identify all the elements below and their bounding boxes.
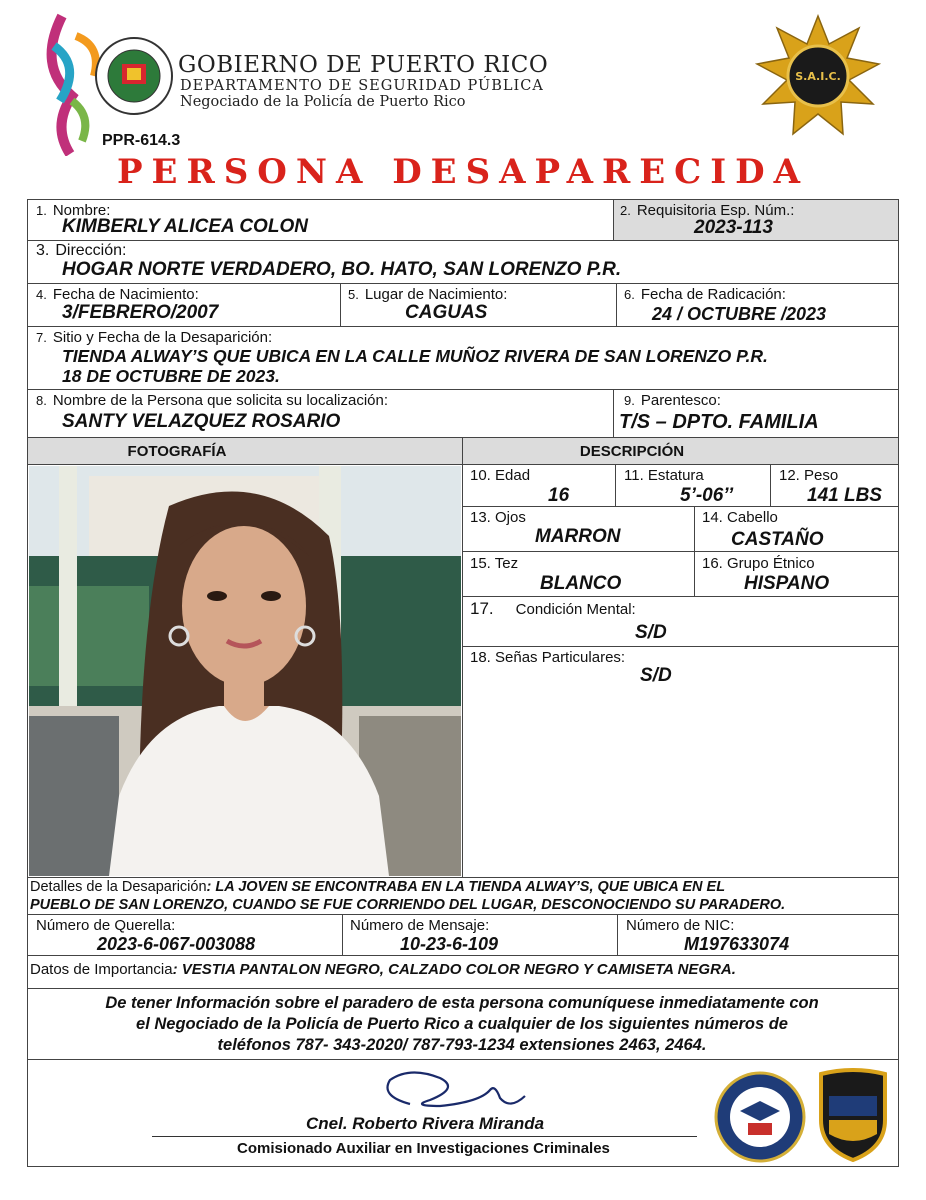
nacimiento-value: 3/FEBRERO/2007 [62, 302, 219, 323]
tez-label: 15. Tez [470, 555, 519, 572]
gov-title: GOBIERNO DE PUERTO RICO [178, 52, 549, 78]
nombre-label: 1. Nombre: [36, 202, 111, 219]
querella-value: 2023-6-067-003088 [97, 934, 256, 954]
radicacion-label: 6. Fecha de Radicación: [624, 286, 786, 303]
nombre-value: KIMBERLY ALICEA COLON [62, 216, 308, 237]
form-code: PPR-614.3 [102, 132, 181, 149]
estatura-label: 11. Estatura [624, 467, 704, 484]
peso-label: 12. Peso [779, 467, 839, 484]
dept-name: DEPARTAMENTO DE SEGURIDAD PÚBLICA [180, 78, 544, 94]
edad-label: 10. Edad [470, 467, 531, 484]
mental-value: S/D [635, 622, 667, 643]
senas-value: S/D [640, 665, 672, 686]
signatory-name: Cnel. Roberto Rivera Miranda [306, 1114, 545, 1133]
mensaje-label: Número de Mensaje: [350, 917, 490, 934]
ojos-value: MARRON [535, 526, 621, 547]
desc-header: DESCRIPCIÓN [579, 443, 685, 460]
page-title: PERSONA DESAPARECIDA [116, 152, 809, 192]
detalles-line1: Detalles de la Desaparición: LA JOVEN SE ENCONTRABA EN LA TIENDA ALWAY’S, QUE UBICA EN EL [30, 879, 726, 895]
lugar-value: CAGUAS [405, 302, 488, 323]
dsp-seal [712, 1071, 808, 1163]
contact-notice: De tener Información sobre el paradero de esta persona comuníquese inmediatamente con el Negociado de la Policía de Puerto Rico a cualquier de los siguientes números de teléfonos 787- 343-2020/ 787-793-1234 extensiones 2463, 2464. [105, 994, 819, 1054]
radicacion-value: 24 / OCTUBRE /2023 [652, 304, 827, 324]
ojos-label: 13. Ojos [470, 509, 526, 526]
saic-badge [755, 14, 881, 140]
signature-line [152, 1136, 697, 1137]
mensaje-value: 10-23-6-109 [400, 934, 499, 954]
tez-value: BLANCO [540, 573, 622, 594]
bureau-name: Negociado de la Policía de Puerto Rico [180, 94, 466, 110]
grupo-label: 16. Grupo Étnico [702, 555, 815, 572]
requisitoria-value: 2023-113 [694, 217, 773, 238]
missing-person-photo [29, 466, 461, 876]
sitio-value-line1: TIENDA ALWAY’S QUE UBICA EN LA CALLE MUÑOZ RIVERA DE SAN LORENZO P.R. [62, 346, 768, 366]
parentesco-label: 9. Parentesco: [624, 392, 721, 409]
nic-value: M197633074 [684, 934, 790, 954]
cabello-label: 14. Cabello [702, 509, 778, 526]
querella-label: Número de Querella: [36, 917, 176, 934]
edad-value: 16 [548, 485, 570, 506]
senas-label: 18. Señas Particulares: [470, 649, 626, 666]
peso-value: 141 LBS [807, 485, 882, 506]
cell-senas [462, 646, 899, 878]
signatory-title: Comisionado Auxiliar en Investigaciones Criminales [237, 1140, 610, 1157]
sitio-value-line2: 18 DE OCTUBRE DE 2023. [62, 366, 280, 386]
detalles-line2: PUEBLO DE SAN LORENZO, CUANDO SE FUE CORRIENDO DEL LUGAR, DESCONOCIENDO SU PARADERO. [30, 897, 786, 913]
lugar-label: 5. Lugar de Nacimiento: [348, 286, 508, 303]
solicita-label: 8. Nombre de la Persona que solicita su localización: [36, 392, 389, 409]
requisitoria-label: 2. Requisitoria Esp. Núm.: [620, 202, 795, 219]
direccion-label: 3. Dirección: [36, 242, 127, 259]
estatura-value: 5’-06’’ [680, 485, 734, 506]
photo-header: FOTOGRAFÍA [127, 443, 227, 460]
nic-label: Número de NIC: [626, 917, 735, 934]
sitio-label: 7. Sitio y Fecha de la Desaparición: [36, 329, 273, 346]
police-shield-badge [815, 1068, 891, 1162]
solicita-value: SANTY VELAZQUEZ ROSARIO [62, 411, 341, 432]
grupo-value: HISPANO [744, 573, 830, 594]
signature-scribble [370, 1066, 530, 1116]
svg-text:S.A.I.C.: S.A.I.C. [795, 70, 841, 83]
mental-label: 17. Condición Mental: [470, 599, 636, 618]
nacimiento-label: 4. Fecha de Nacimiento: [36, 286, 199, 303]
importancia-text: Datos de Importancia: VESTIA PANTALON NEGRO, CALZADO COLOR NEGRO Y CAMISETA NEGRA. [30, 961, 736, 978]
direccion-value: HOGAR NORTE VERDADERO, BO. HATO, SAN LORENZO P.R. [62, 259, 622, 280]
cabello-value: CASTAÑO [731, 529, 824, 550]
parentesco-value: T/S – DPTO. FAMILIA [619, 411, 819, 433]
